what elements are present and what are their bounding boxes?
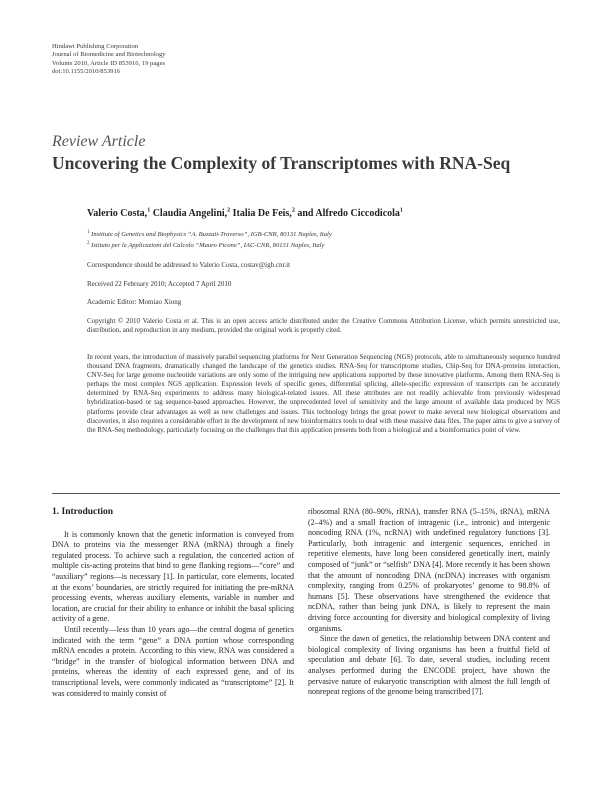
left-column xyxy=(52,507,294,699)
affiliation: $^1$ Institute of Genetics and Biophysics “A. Buzzati-Traverso”, IGB-CNR, 80131 Naples, Italy xyxy=(87,230,332,239)
paragraph: ribosomal RNA (80–90%, rRNA), transfer RNA (5–15%, tRNA), mRNA (2–4%) and a small fraction of intragenic (i.e., intronic) and intergenic noncoding RNA (1%, ncRNA) with undefined regulatory functions [3]. Particularly, both intragenic and intergenic sequences, enriched in repetitive elements, have long been considered genetically inert, mainly composed of “junk” or “selfish” DNA [4]. More recently it has been shown that the amount of noncoding DNA (ncDNA) increases with organism complexity, ranging from 0.25% of prokaryotes’ genome to 98.8% of humans [5]. These observations have strengthened the evidence that ncDNA, rather than being junk DNA, is likely to represent the main driving force accounting for diversity and biological complexity of living organisms. xyxy=(308,507,550,633)
author: Valerio Costa,$^1$ xyxy=(87,208,151,220)
paper-title: Uncovering the Complexity of Transcriptomes with RNA-Seq xyxy=(52,153,511,173)
paragraph: It is commonly known that the genetic information is conveyed from DNA to proteins via the messenger RNA (mRNA) through a finely regulated process. To achieve such a regulation, the concerted action of multiple cis-acting proteins that bind to gene flanking regions—“core” and “auxiliary” regions—is necessary [1]. In particular, core elements, located at the exons’ boundaries, are strictly required for initiating the pre-mRNA processing events, whereas auxiliary elements, variable in number and location, are crucial for their ability to enhance or inhibit the basal splicing activity of a gene. xyxy=(52,529,294,624)
paragraph: Since the dawn of genetics, the relationship between DNA content and biological complexity of living organisms has been a fruitful field of speculation and debate [6]. To date, several studies, including recent analyses performed during the ENCODE project, have shown the pervasive nature of eukaryotic transcription with almost the full length of nonrepeat regions of the genome being transcribed [7]. xyxy=(308,634,550,697)
affiliation: $^2$ Istituto per le Applicazioni del Calcolo “Mauro Picone”, IAC-CNR, 80131 Naples, Italy xyxy=(87,241,325,250)
abstract: In recent years, the introduction of massively parallel sequencing platforms for Next Generation Sequencing (NGS) protocols, able to simultaneously sequence hundred thousand DNA fragments, dramatically changed the landscape of the genetics studies. RNA-Seq for transcriptome studies, Chip-Seq for DNA-proteins interaction, CNV-Seq for large genome nucleotide variations are only some of the intriguing new applications supported by these innovative platforms. Among them RNA-Seq is perhaps the most complex NGS application. Expression levels of specific genes, differential splicing, allele-specific expression of transcripts can be accurately determined by RNA-Seq experiments to address many biological-related issues. All these attributes are not readily achievable from previously widespread hybridization-based or tag sequence-based approaches. However, the unprecedented level of sensitivity and the large amount of available data produced by NGS platforms provide clear advantages as well as new challenges and issues. This technology brings the great power to make several new biological observations and discoveries, it also requires a considerable effort in the development of new bioinformatics tools to deal with these massive data files. The paper aims to give a survey of the RNA-Seq methodology, particularly focusing on the challenges that this application presents both from a biological and a bioinformatics point of view. xyxy=(87,353,560,434)
copyright: Copyright © 2010 Valerio Costa et al. This is an open access article distributed under the Creative Commons Attribution License, which permits unrestricted use, distribution, and reproduction in any medium, provided the original work is properly cited. xyxy=(87,317,560,334)
paragraph: Until recently—less than 10 years ago—the central dogma of genetics indicated with the term “gene” a DNA portion whose corresponding mRNA encodes a protein. According to this view, RNA was considered a “bridge” in the transfer of biological information between DNA and proteins, whereas the identity of each expressed gene, and of its transcriptional levels, were commonly indicated as “transcriptome” [2]. It was considered to mainly consist of xyxy=(52,624,294,698)
affiliations xyxy=(87,228,332,250)
author: and Alfredo Ciccodicola$^1$ xyxy=(297,208,403,220)
volume-info: Volume 2010, Article ID 853916, 19 pages xyxy=(52,59,166,67)
journal-name: Journal of Biomedicine and Biotechnology xyxy=(52,51,166,59)
publisher: Hindawi Publishing Corporation xyxy=(52,43,139,50)
article-type: Review Article xyxy=(52,133,146,150)
author: Claudia Angelini,$^2$ xyxy=(152,208,231,220)
correspondence: Correspondence should be addressed to Valerio Costa, costav@igb.cnr.it xyxy=(87,261,291,269)
author: Italia De Feis,$^2$ xyxy=(232,208,295,220)
doi: doi:10.1155/2010/853916 xyxy=(52,68,121,76)
academic-editor: Academic Editor: Momiao Xiong xyxy=(87,298,182,306)
section-heading: 1. Introduction xyxy=(52,507,114,517)
dates: Received 22 February 2010; Accepted 7 April 2010 xyxy=(87,280,232,288)
author-list xyxy=(87,208,403,219)
right-column xyxy=(308,507,550,698)
journal-header xyxy=(52,43,352,77)
divider xyxy=(52,493,560,494)
